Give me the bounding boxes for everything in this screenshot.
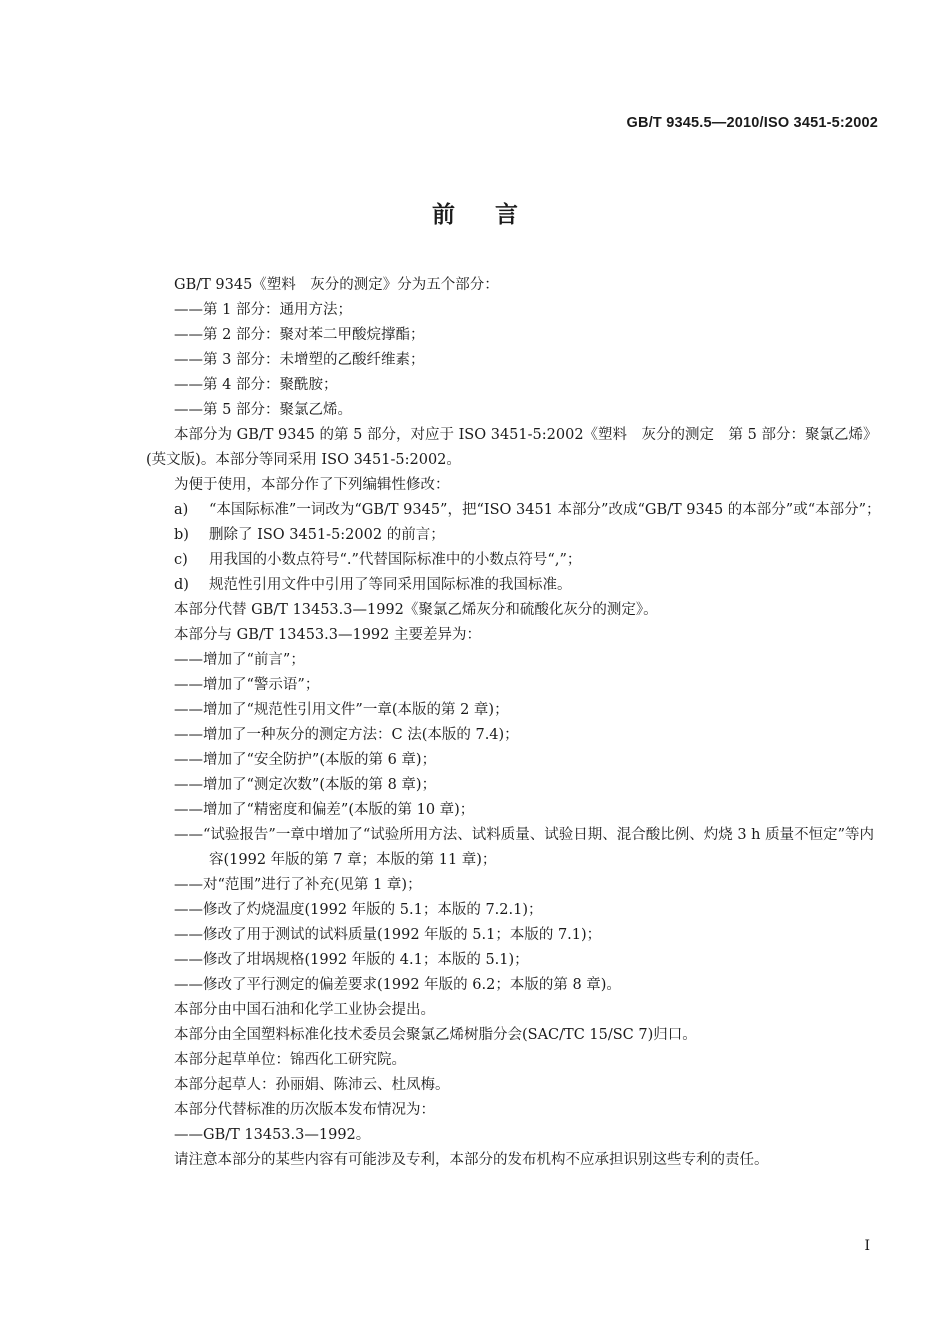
page-number: I	[864, 1238, 870, 1254]
part-item: ——第 3 部分：未增塑的乙酸纤维素；	[174, 352, 425, 368]
drafters-text: 本部分起草人：孙丽娟、陈沛云、杜凤梅。	[174, 1077, 450, 1093]
part-item: ——第 5 部分：聚氯乙烯。	[174, 402, 352, 418]
part-item: ——第 2 部分：聚对苯二甲酸烷撑酯；	[174, 327, 425, 343]
page-title: 前言	[432, 201, 558, 228]
diff-item: ——对“范围”进行了补充(见第 1 章)；	[174, 877, 422, 893]
diff-item: ——增加了“精密度和偏差”(本版的第 10 章)；	[174, 802, 475, 818]
edit-label: c)	[174, 552, 188, 568]
part-item: ——第 1 部分：通用方法；	[174, 302, 352, 318]
edit-text: 用我国的小数点符号“.”代替国际标准中的小数点符号“,”；	[209, 552, 582, 568]
diff-item: ——增加了“测定次数”(本版的第 8 章)；	[174, 777, 437, 793]
replaces-text: 本部分代替 GB/T 13453.3—1992《聚氯乙烯灰分和硫酸化灰分的测定》。	[174, 602, 658, 618]
edit-text: 规范性引用文件中引用了等同采用国际标准的我国标准。	[209, 577, 572, 593]
edit-text: 删除了 ISO 3451-5:2002 的前言；	[209, 527, 445, 543]
intro-text: GB/T 9345《塑料 灰分的测定》分为五个部分：	[174, 277, 499, 293]
edit-item	[146, 498, 886, 523]
drafting-unit-text: 本部分起草单位：锦西化工研究院。	[174, 1052, 406, 1068]
diff-item: ——修改了灼烧温度(1992 年版的 5.1；本版的 7.2.1)；	[174, 902, 543, 918]
edit-label: a)	[174, 502, 189, 518]
patent-notice: 请注意本部分的某些内容有可能涉及专利，本部分的发布机构不应承担识别这些专利的责任。	[174, 1152, 769, 1168]
edit-item	[146, 573, 886, 598]
diff-item: ——增加了“警示语”；	[174, 677, 320, 693]
diff-item: ——修改了用于测试的试料质量(1992 年版的 5.1；本版的 7.1)；	[174, 927, 602, 943]
proposer-text: 本部分由中国石油和化学工业协会提出。	[174, 1002, 435, 1018]
diff-item: ——增加了一种灰分的测定方法：C 法(本版的 7.4)；	[174, 727, 519, 743]
diff-item: ——增加了“安全防护”(本版的第 6 章)；	[174, 752, 437, 768]
diff-item: ——修改了平行测定的偏差要求(1992 年版的 6.2；本版的第 8 章)。	[174, 977, 621, 993]
correspondence-text: 本部分为 GB/T 9345 的第 5 部分，对应于 ISO 3451-5:2002《塑料 灰分的测定 第 5 部分：聚氯乙烯》(英文版)。本部分等同采用 ISO 3451-5:2002。	[146, 427, 878, 468]
centralized-text: 本部分由全国塑料标准化技术委员会聚氯乙烯树脂分会(SAC/TC 15/SC 7)归口。	[174, 1027, 697, 1043]
diff-intro: 本部分与 GB/T 13453.3—1992 主要差异为：	[174, 627, 481, 643]
part-item: ——第 4 部分：聚酰胺；	[174, 377, 338, 393]
history-item: ——GB/T 13453.3—1992。	[174, 1127, 371, 1143]
edit-item	[146, 548, 886, 573]
edit-label: d)	[174, 577, 189, 593]
diff-item: ——修改了坩埚规格(1992 年版的 4.1；本版的 5.1)；	[174, 952, 529, 968]
diff-item: ——“试验报告”一章中增加了“试验所用方法、试料质量、试验日期、混合酸比例、灼烧 3 h 质量不恒定”等内容(1992 年版的第 7 章；本版的第 11 章)；	[174, 827, 875, 868]
history-intro: 本部分代替标准的历次版本发布情况为：	[174, 1102, 435, 1118]
edit-label: b)	[174, 527, 189, 543]
diff-item: ——增加了“前言”；	[174, 652, 305, 668]
edit-text: “本国际标准”一词改为“GB/T 9345”，把“ISO 3451 本部分”改成“GB/T 9345 的本部分”或“本部分”；	[209, 502, 881, 518]
standard-number: GB/T 9345.5—2010/ISO 3451-5:2002	[626, 115, 878, 131]
edit-item	[146, 523, 886, 548]
diff-item: ——增加了“规范性引用文件”一章(本版的第 2 章)；	[174, 702, 509, 718]
foreword-body	[146, 273, 886, 1173]
edits-intro: 为便于使用，本部分作了下列编辑性修改：	[174, 477, 450, 493]
